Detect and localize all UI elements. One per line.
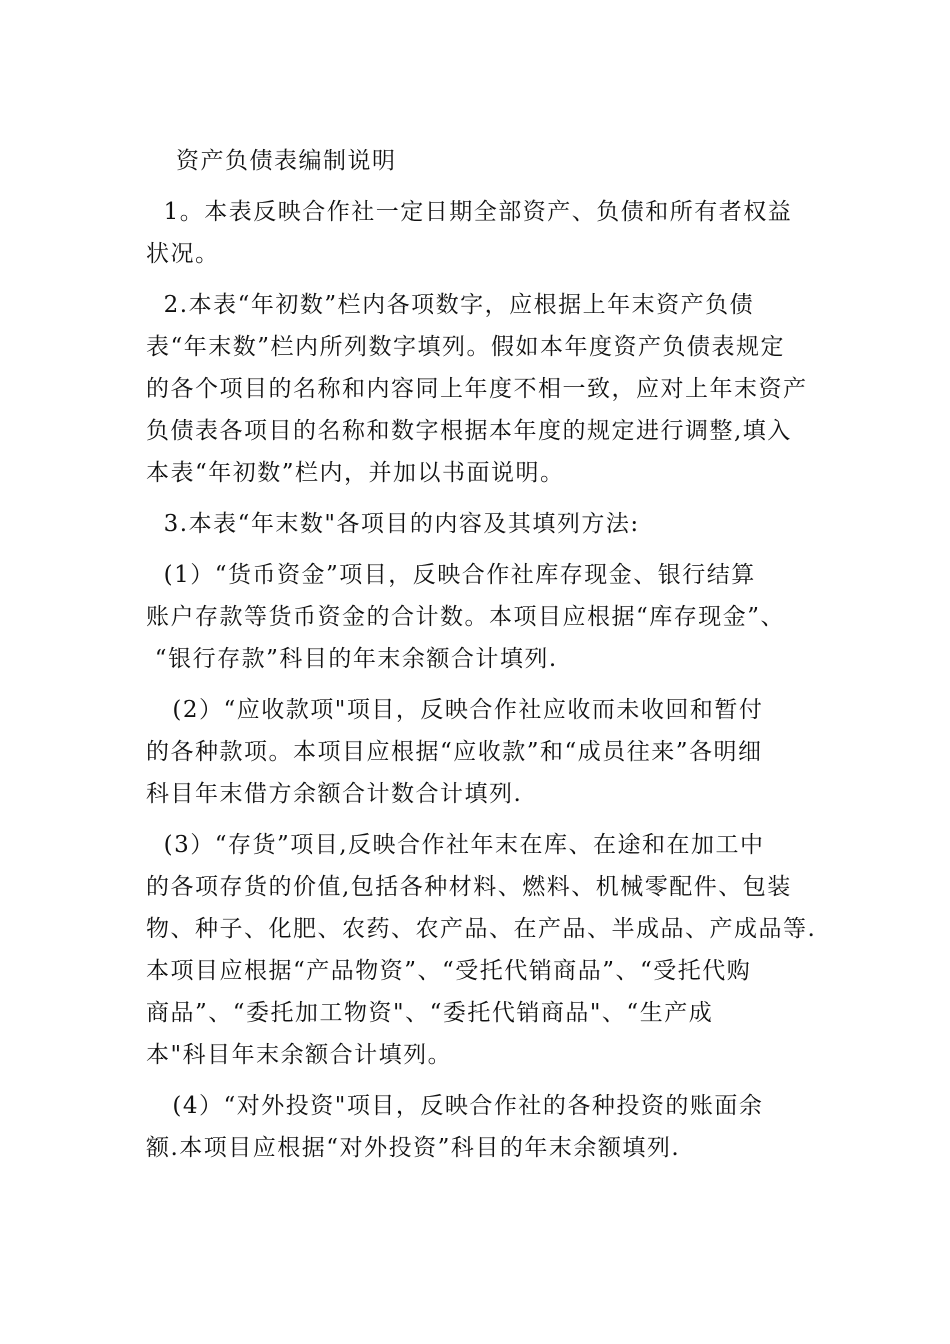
paragraph-6 (146, 824, 816, 1076)
text-line: (4）“对外投资"项目，反映合作社的各种投资的账面余 (146, 1093, 764, 1119)
text-line: (2）“应收款项"项目，反映合作社应收而未收回和暂付 (146, 697, 764, 723)
text-line: 表“年末数”栏内所列数字填列。假如本年度资产负债表规定 (146, 334, 786, 360)
document-body (146, 140, 816, 1169)
text-line: 本"科目年末余额合计填列。 (146, 1042, 453, 1068)
text-line: 商品”、“委托加工物资"、“委托代销商品"、“生产成 (146, 1000, 714, 1026)
text-line: (1）“货币资金”项目，反映合作社库存现金、银行结算 (146, 562, 756, 588)
text-line: 本表“年初数”栏内，并加以书面说明。 (146, 460, 565, 486)
text-line: (3）“存货”项目,反映合作社年末在库、在途和在加工中 (146, 832, 765, 858)
paragraph-2 (146, 284, 816, 494)
text-line: 1。本表反映合作社一定日期全部资产、负债和所有者权益 (146, 199, 793, 225)
text-line: 状况。 (146, 241, 220, 267)
text-line: 的各种款项。本项目应根据“应收款”和“成员往来”各明细 (146, 739, 763, 765)
text-line: 账户存款等货币资金的合计数。本项目应根据“库存现金”、 (146, 604, 786, 630)
text-line: 科目年末借方余额合计数合计填列. (146, 781, 523, 807)
paragraph-3 (146, 503, 816, 545)
text-line: 额.本项目应根据“对外投资”科目的年末余额填列. (146, 1135, 681, 1161)
paragraph-7 (146, 1085, 816, 1169)
text-line: 2.本表“年初数”栏内各项数字，应根据上年末资产负债 (146, 292, 755, 318)
paragraph-5 (146, 689, 816, 815)
text-line: “银行存款”科目的年末余额合计填列. (146, 646, 558, 672)
paragraph-4 (146, 554, 816, 680)
text-line: 物、种子、化肥、农药、农产品、在产品、半成品、产成品等. (146, 916, 817, 942)
text-line: 负债表各项目的名称和数字根据本年度的规定进行调整,填入 (146, 418, 792, 444)
text-line: 3.本表“年末数"各项目的内容及其填列方法: (146, 511, 640, 537)
paragraph-1 (146, 191, 816, 275)
text-line: 的各项存货的价值,包括各种材料、燃料、机械零配件、包装 (146, 874, 792, 900)
text-line: 本项目应根据“产品物资”、“受托代销商品”、“受托代购 (146, 958, 752, 984)
document-title: 资产负债表编制说明 (176, 148, 397, 174)
text-line: 的各个项目的名称和内容同上年度不相一致，应对上年末资产 (146, 376, 808, 402)
